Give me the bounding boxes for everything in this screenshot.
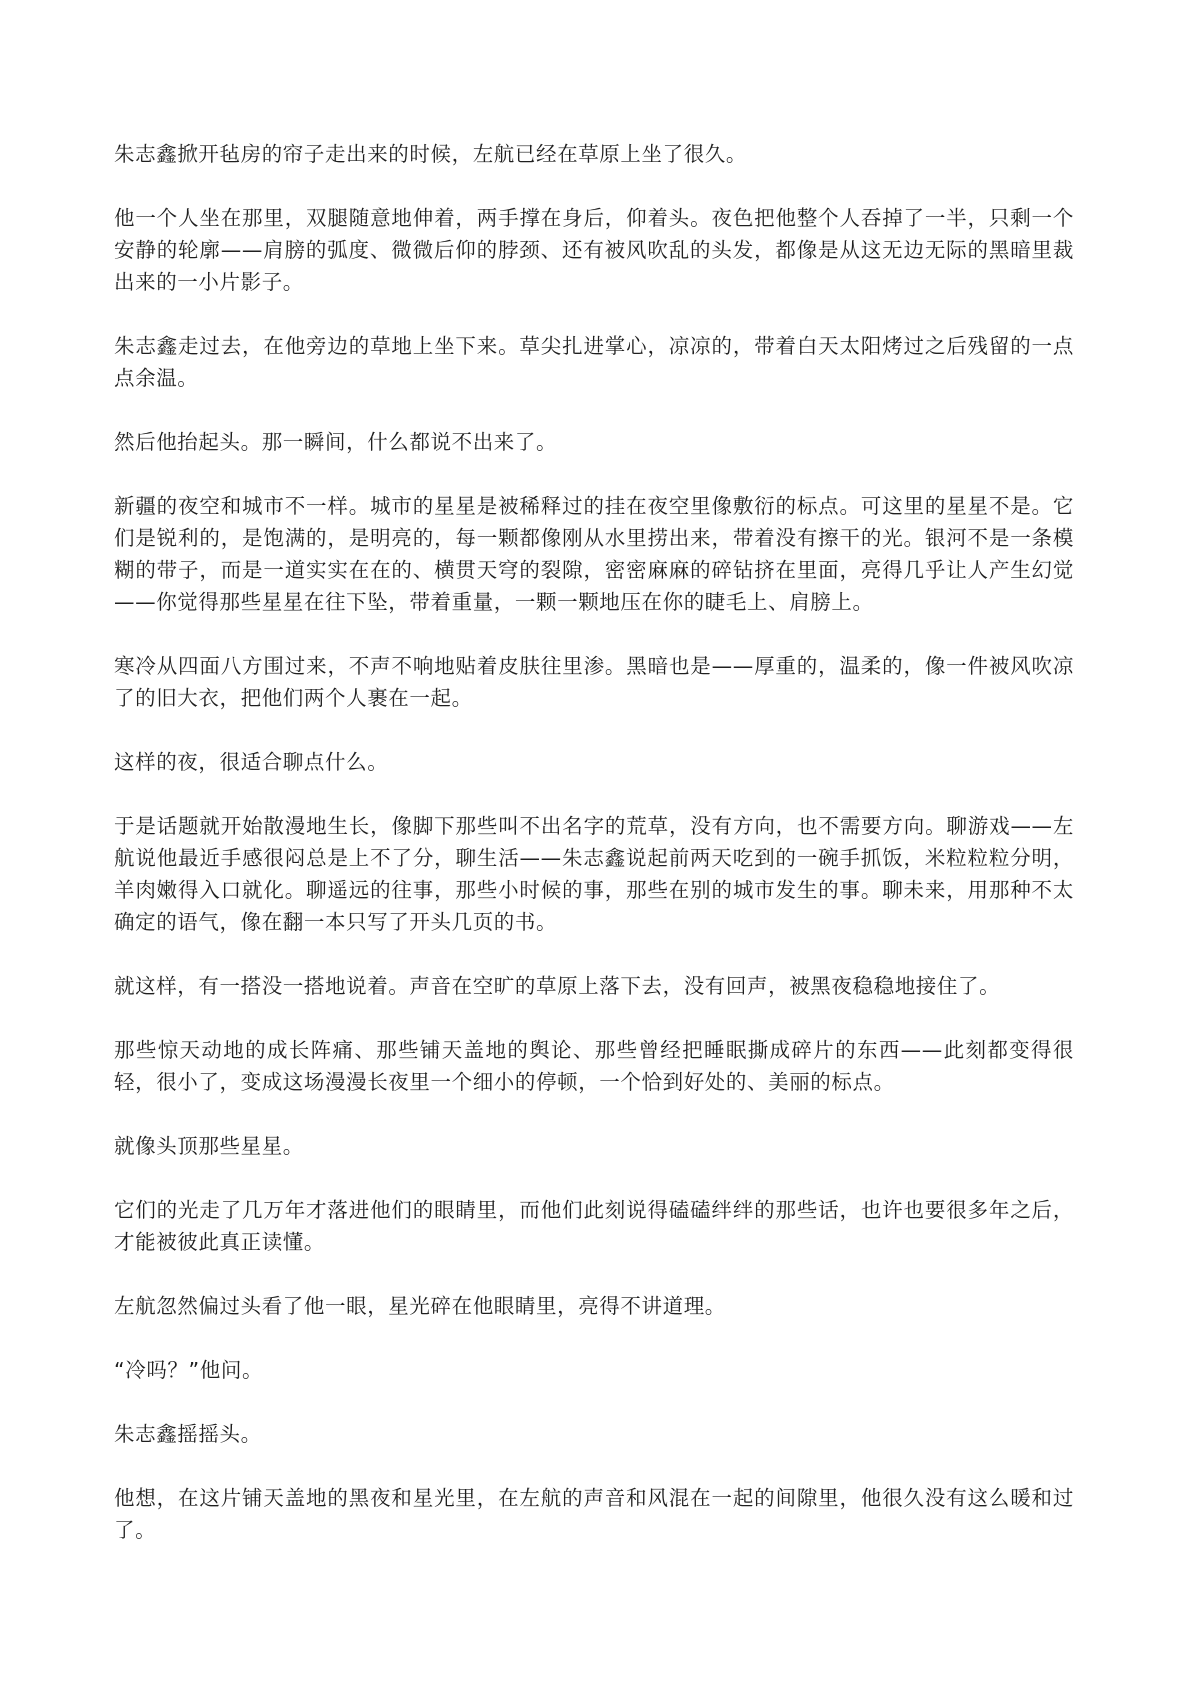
- paragraph-13: 左航忽然偏过头看了他一眼，星光碎在他眼睛里，亮得不讲道理。: [114, 1294, 726, 1318]
- paragraph-8: 于是话题就开始散漫地生长，像脚下那些叫不出名字的荒草，没有方向，也不需要方向。聊游戏——左航说他最近手感很闷总是上不了分，聊生活——朱志鑫说起前两天吃到的一碗手抓饭，米粒粒粒分明，羊肉嫩得入口就化。聊遥远的往事，那些小时候的事，那些在别的城市发生的事。聊未来，用那种不太确定的语气，像在翻一本只写了开头几页的书。: [114, 814, 1074, 934]
- paragraph-7: 这样的夜，很适合聊点什么。: [114, 750, 389, 774]
- paragraph-16: 他想，在这片铺天盖地的黑夜和星光里，在左航的声音和风混在一起的间隙里，他很久没有这么暖和过了。: [114, 1486, 1074, 1542]
- paragraph-14: “冷吗？”他问。: [114, 1358, 264, 1382]
- paragraph-9: 就这样，有一搭没一搭地说着。声音在空旷的草原上落下去，没有回声，被黑夜稳稳地接住了。: [114, 974, 1001, 998]
- paragraph-5: 新疆的夜空和城市不一样。城市的星星是被稀释过的挂在夜空里像敷衍的标点。可这里的星星不是。它们是锐利的，是饱满的，是明亮的，每一颗都像刚从水里捞出来，带着没有擦干的光。银河不是一条模糊的带子，而是一道实实在在的、横贯天穹的裂隙，密密麻麻的碎钻挤在里面，亮得几乎让人产生幻觉——你觉得那些星星在往下坠，带着重量，一颗一颗地压在你的睫毛上、肩膀上。: [114, 494, 1074, 614]
- paragraph-2: 他一个人坐在那里，双腿随意地伸着，两手撑在身后，仰着头。夜色把他整个人吞掉了一半，只剩一个安静的轮廓——肩膀的弧度、微微后仰的脖颈、还有被风吹乱的头发，都像是从这无边无际的黑暗里裁出来的一小片影子。: [114, 206, 1074, 294]
- paragraph-1: 朱志鑫掀开毡房的帘子走出来的时候，左航已经在草原上坐了很久。: [114, 142, 747, 166]
- paragraph-10: 那些惊天动地的成长阵痛、那些铺天盖地的舆论、那些曾经把睡眠撕成碎片的东西——此刻都变得很轻，很小了，变成这场漫漫长夜里一个细小的停顿，一个恰到好处的、美丽的标点。: [114, 1038, 1074, 1094]
- paragraph-6: 寒冷从四面八方围过来，不声不响地贴着皮肤往里渗。黑暗也是——厚重的，温柔的，像一件被风吹凉了的旧大衣，把他们两个人裹在一起。: [114, 654, 1074, 710]
- document-body: [114, 138, 1074, 1578]
- paragraph-11: 就像头顶那些星星。: [114, 1134, 304, 1158]
- paragraph-12: 它们的光走了几万年才落进他们的眼睛里，而他们此刻说得磕磕绊绊的那些话，也许也要很多年之后，才能被彼此真正读懂。: [114, 1198, 1074, 1254]
- paragraph-4: 然后他抬起头。那一瞬间，什么都说不出来了。: [114, 430, 558, 454]
- paragraph-15: 朱志鑫摇摇头。: [114, 1422, 262, 1446]
- paragraph-3: 朱志鑫走过去，在他旁边的草地上坐下来。草尖扎进掌心，凉凉的，带着白天太阳烤过之后残留的一点点余温。: [114, 334, 1074, 390]
